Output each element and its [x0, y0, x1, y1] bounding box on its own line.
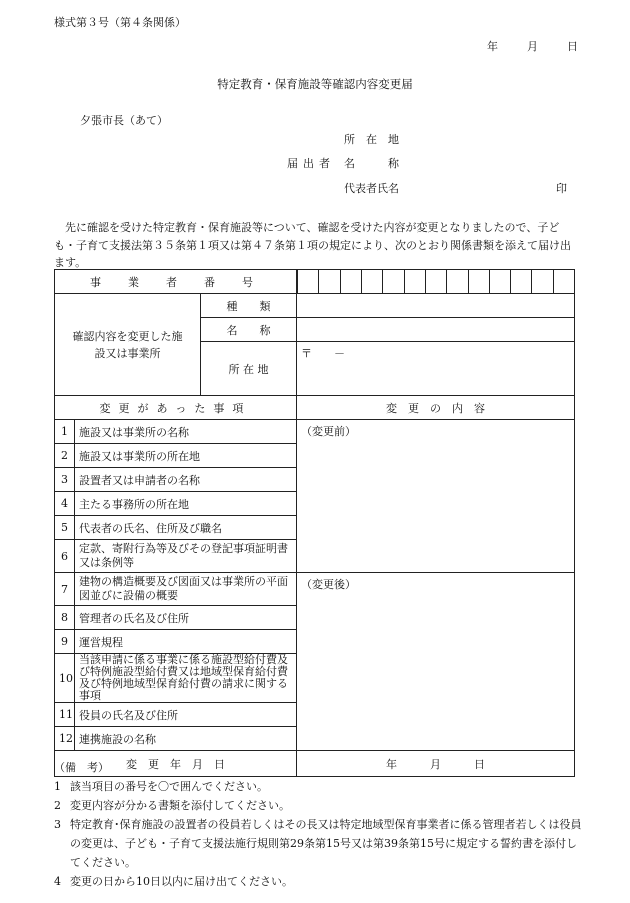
changed-item: 運営規程: [75, 630, 297, 654]
item-number: 9: [55, 630, 75, 654]
change-content-header: 変 更 の 内 容: [297, 396, 575, 420]
before-change-field[interactable]: [297, 420, 575, 573]
change-form-table: [54, 269, 575, 777]
changed-item: 当該申請に係る事業に係る施設型給付費及び特例施設型給付費又は地域型保育給付費及び特例地域型保育給付費の請求に関する事項: [75, 654, 297, 703]
notifier-representative-label: 代表者氏名: [344, 182, 399, 195]
note-text: 変更の日から10日以内に届け出てください。: [70, 875, 293, 888]
note-text: 該当項目の番号を〇で囲んでください。: [70, 780, 268, 793]
after-change-field[interactable]: [297, 573, 575, 751]
changed-item: 代表者の氏名、住所及び職名: [75, 516, 297, 540]
changed-item: 定款、寄附行為等及びその登記事項証明書又は条例等: [75, 540, 297, 573]
notifier-address-label: 所 在 地: [344, 133, 399, 146]
facility-label: 確認内容を変更した施設又は事業所: [55, 294, 201, 396]
change-date-field[interactable]: 年 月 日: [297, 751, 575, 777]
item-number: 3: [55, 468, 75, 492]
facility-kind-label: 種 類: [201, 294, 297, 318]
notes-section: [54, 758, 584, 891]
notifier-group-label: 届出者: [287, 157, 335, 170]
changed-item: 役員の氏名及び住所: [75, 703, 297, 727]
notifier-name-label: 名 称: [344, 157, 399, 170]
intro-paragraph: 先に確認を受けた特定教育・保育施設等について、確認を受けた内容が変更となりましたので、子ども・子育て支援法第３５条第１項又は第４７条第１項の規定により、次のとおり関係書類を添えて届け出ます。: [54, 221, 571, 269]
item-number: 2: [55, 444, 75, 468]
changed-item: 施設又は事業所の名称: [75, 420, 297, 444]
operator-number-label: 事 業 者 番 号: [55, 270, 297, 294]
facility-location-field[interactable]: [297, 342, 575, 396]
change-date-label: 変 更 年 月 日: [55, 751, 297, 777]
note-item: [54, 815, 584, 872]
note-number: 1: [54, 780, 61, 793]
item-number: 4: [55, 492, 75, 516]
item-number: 1: [55, 420, 75, 444]
item-number: 5: [55, 516, 75, 540]
month-label: 月: [527, 40, 538, 53]
year-label: 年: [487, 40, 498, 53]
form-number-label: 様式第３号（第４条関係）: [54, 16, 186, 29]
notes-header: （備 考）: [54, 761, 109, 774]
item-number: 6: [55, 540, 75, 573]
note-text: 変更内容が分かる書類を添付してください。: [70, 799, 290, 812]
note-item: [54, 777, 584, 796]
note-number: 3: [54, 818, 61, 831]
note-item: [54, 872, 584, 891]
item-number: 11: [55, 703, 75, 727]
facility-kind-field[interactable]: [297, 294, 575, 318]
changed-item: 管理者の氏名及び住所: [75, 606, 297, 630]
facility-location-label: 所 在 地: [201, 342, 297, 396]
note-text: 特定教育･保育施設の設置者の役員若しくはその長又は特定地域型保育事業者に係る管理者若しくは役員の変更は、子ども・子育て支援法施行規則第29条第15号又は第39条第15号に規定する誓約書を添付してください。: [70, 818, 582, 869]
day-label: 日: [567, 40, 578, 53]
item-number: 12: [55, 727, 75, 751]
item-number: 8: [55, 606, 75, 630]
note-number: 2: [54, 799, 61, 812]
after-change-label: （変更後）: [301, 578, 356, 591]
item-number: 10: [55, 654, 75, 703]
facility-name-label: 名 称: [201, 318, 297, 342]
note-number: 4: [54, 875, 61, 888]
operator-number-field[interactable]: [297, 270, 575, 294]
note-item: [54, 796, 584, 815]
changed-item: 施設又は事業所の所在地: [75, 444, 297, 468]
postal-mark: 〒 －: [301, 347, 345, 360]
changed-item: 建物の構造概要及び図面又は事業所の平面図並びに設備の概要: [75, 573, 297, 606]
changed-item: 主たる事務所の所在地: [75, 492, 297, 516]
document-title: 特定教育・保育施設等確認内容変更届: [217, 77, 413, 91]
changed-item: 設置者又は申請者の名称: [75, 468, 297, 492]
seal-mark: 印: [556, 182, 567, 195]
addressee: 夕張市長（あて）: [80, 114, 168, 127]
before-change-label: （変更前）: [301, 425, 356, 438]
facility-name-field[interactable]: [297, 318, 575, 342]
changed-items-header: 変更があった事項: [55, 396, 297, 420]
changed-item: 連携施設の名称: [75, 727, 297, 751]
submission-date: [487, 38, 578, 54]
item-number: 7: [55, 573, 75, 606]
